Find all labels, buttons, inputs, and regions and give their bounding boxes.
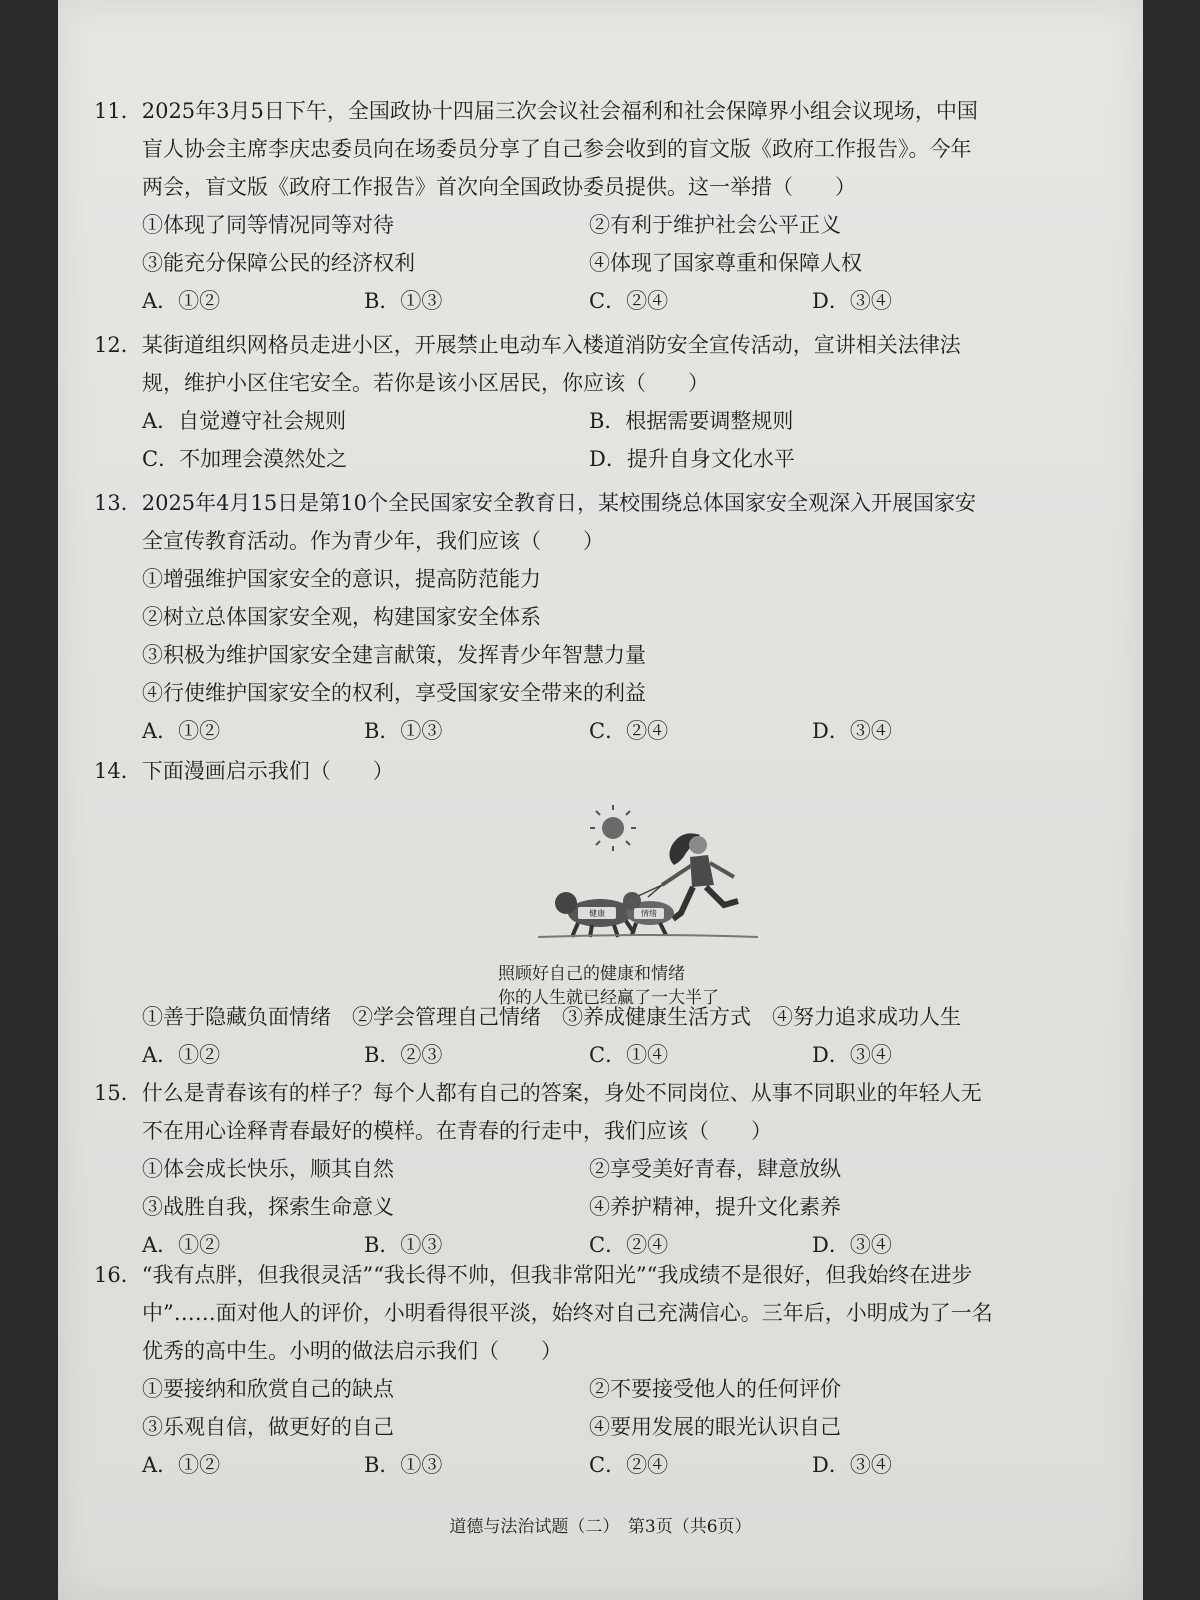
question-14-options xyxy=(94,998,1104,1074)
choice-item: ③积极为维护国家安全建言献策，发挥青少年智慧力量 xyxy=(142,643,646,667)
answer-option-a: A．自觉遵守社会规则 xyxy=(142,409,347,433)
answer-option-c: C．①④ xyxy=(589,1043,669,1067)
answer-option-b: B．①③ xyxy=(364,289,443,313)
question-stem-line: 12．某街道组织网格员走进小区，开展禁止电动车入楼道消防安全宣传活动，宣讲相关法律法 xyxy=(94,333,961,357)
question-11 xyxy=(94,92,1104,320)
caption-line: 你的人生就已经赢了一大半了 xyxy=(498,988,719,1008)
dog-label-health: 健康 xyxy=(589,909,605,918)
choice-row xyxy=(94,598,1104,636)
caption-line: 照顾好自己的健康和情绪 xyxy=(498,964,685,984)
choice-item: ③能充分保障公民的经济权利 xyxy=(142,251,415,275)
choice-item: ②树立总体国家安全观，构建国家安全体系 xyxy=(142,605,541,629)
question-15 xyxy=(94,1074,1104,1264)
answer-row xyxy=(94,712,1104,750)
answer-option-c: C．②④ xyxy=(589,289,669,313)
question-16 xyxy=(94,1256,1104,1484)
question-stem-line: 两会，盲文版《政府工作报告》首次向全国政协委员提供。这一举措（ ） xyxy=(142,175,856,199)
answer-option-a: A．①② xyxy=(142,1453,221,1477)
answer-row xyxy=(94,1446,1104,1484)
answer-option-d: D．③④ xyxy=(812,289,892,313)
answer-option-d: D．③④ xyxy=(812,1453,892,1477)
answer-option-c: C．不加理会漠然处之 xyxy=(142,447,348,471)
choice-row: ①善于隐藏负面情绪 ②学会管理自己情绪 ③养成健康生活方式 ④努力追求成功人生 xyxy=(142,1005,961,1029)
choice-row xyxy=(94,1150,1104,1188)
answer-option-b: B．②③ xyxy=(364,1043,443,1067)
choice-row xyxy=(94,1188,1104,1226)
question-stem-line: 全宣传教育活动。作为青少年，我们应该（ ） xyxy=(142,529,604,553)
choice-row xyxy=(94,1408,1104,1446)
answer-option-c: C．②④ xyxy=(589,1233,669,1257)
question-stem-line: 不在用心诠释青春最好的模样。在青春的行走中，我们应该（ ） xyxy=(142,1119,772,1143)
answer-option-b: B．①③ xyxy=(364,1233,443,1257)
question-stem-line: 15．什么是青春该有的样子？每个人都有自己的答案，身处不同岗位、从事不同职业的年轻人无 xyxy=(94,1081,982,1105)
answer-option-c: C．②④ xyxy=(589,1453,669,1477)
answer-row xyxy=(94,440,1104,478)
answer-option-d: D．③④ xyxy=(812,1043,892,1067)
ground-line xyxy=(538,935,758,937)
question-stem-line: 11．2025年3月5日下午，全国政协十四届三次会议社会福利和社会保障界小组会议现场，中国 xyxy=(94,99,978,123)
answer-option-a: A．①② xyxy=(142,289,221,313)
question-13 xyxy=(94,484,1104,750)
choice-item: ②不要接受他人的任何评价 xyxy=(589,1377,841,1401)
answer-option-d: D．提升自身文化水平 xyxy=(589,447,795,471)
question-12 xyxy=(94,326,1104,478)
answer-option-b: B．根据需要调整规则 xyxy=(589,409,794,433)
choice-row xyxy=(94,674,1104,712)
choice-item: ③乐观自信，做更好的自己 xyxy=(142,1415,394,1439)
choice-row xyxy=(94,560,1104,598)
choice-item: ④要用发展的眼光认识自己 xyxy=(589,1415,841,1439)
question-stem-line: 中”……面对他人的评价，小明看得很平淡，始终对自己充满信心。三年后，小明成为了一名 xyxy=(142,1301,993,1325)
question-stem-line: 规，维护小区住宅安全。若你是该小区居民，你应该（ ） xyxy=(142,371,709,395)
answer-option-d: D．③④ xyxy=(812,1233,892,1257)
choice-row xyxy=(94,636,1104,674)
choice-item: ①增强维护国家安全的意识，提高防范能力 xyxy=(142,567,541,591)
choice-row xyxy=(94,244,1104,282)
answer-option-a: A．①② xyxy=(142,719,221,743)
question-stem-line: 优秀的高中生。小明的做法启示我们（ ） xyxy=(142,1339,562,1363)
answer-row xyxy=(94,1036,1104,1074)
answer-option-c: C．②④ xyxy=(589,719,669,743)
cartoon-illustration xyxy=(528,805,768,955)
choice-item: ④体现了国家尊重和保障人权 xyxy=(589,251,862,275)
answer-option-d: D．③④ xyxy=(812,719,892,743)
answer-option-a: A．①② xyxy=(142,1233,221,1257)
question-stem-line: 13．2025年4月15日是第10个全民国家安全教育日，某校围绕总体国家安全观深入开展国家安 xyxy=(94,491,976,515)
answer-option-a: A．①② xyxy=(142,1043,221,1067)
question-14 xyxy=(94,752,1104,790)
choice-row xyxy=(94,206,1104,244)
sun-icon xyxy=(590,805,636,851)
answer-row xyxy=(94,282,1104,320)
question-stem-line: 14．下面漫画启示我们（ ） xyxy=(94,759,394,783)
choice-item: ②享受美好青春，肆意放纵 xyxy=(589,1157,841,1181)
choice-item: ③战胜自我，探索生命意义 xyxy=(142,1195,394,1219)
answer-row xyxy=(94,402,1104,440)
dog-label-emotion: 情绪 xyxy=(641,909,657,918)
question-stem-line: 盲人协会主席李庆忠委员向在场委员分享了自己参会收到的盲文版《政府工作报告》。今年 xyxy=(142,137,972,161)
choice-item: ②有利于维护社会公平正义 xyxy=(589,213,841,237)
choice-item: ①体现了同等情况同等对待 xyxy=(142,213,394,237)
page-footer: 道德与法治试题（二） 第3页（共6页） xyxy=(449,1517,752,1537)
choice-item: ④养护精神，提升文化素养 xyxy=(589,1195,841,1219)
choice-item: ①要接纳和欣赏自己的缺点 xyxy=(142,1377,394,1401)
answer-option-b: B．①③ xyxy=(364,1453,443,1477)
choice-row xyxy=(94,1370,1104,1408)
question-stem-line: 16．“我有点胖，但我很灵活”“我长得不帅，但我非常阳光”“我成绩不是很好，但我始终在进步 xyxy=(94,1263,973,1287)
answer-option-b: B．①③ xyxy=(364,719,443,743)
choice-item: ④行使维护国家安全的权利，享受国家安全带来的利益 xyxy=(142,681,646,705)
exam-page xyxy=(58,0,1143,1600)
choice-item: ①体会成长快乐，顺其自然 xyxy=(142,1157,394,1181)
